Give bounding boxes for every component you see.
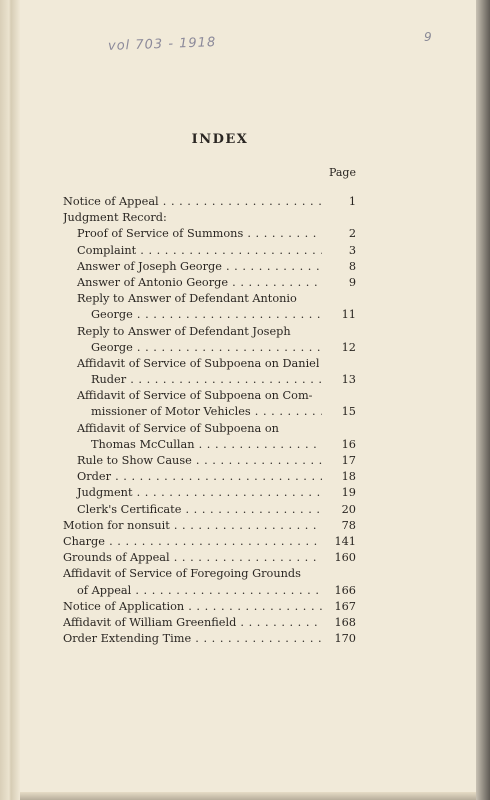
- index-entry: [63, 534, 356, 550]
- index-entry: [63, 502, 356, 518]
- index-entry: [63, 372, 356, 388]
- entry-text: Clerk's Certificate . . .: [63, 502, 322, 518]
- page-edge-shadow: [476, 0, 490, 800]
- entry-text: Answer of Joseph George . . .: [63, 259, 322, 275]
- entry-text: Affidavit of Service of Foregoing Grounds: [63, 567, 301, 581]
- entry-text: Reply to Answer of Defendant Joseph: [77, 324, 291, 338]
- index-entry: [63, 404, 356, 420]
- entry-text: Judgment . . .: [63, 485, 322, 501]
- index-entry: [63, 226, 356, 242]
- entry-text: missioner of Motor Vehicles . . .: [63, 404, 322, 420]
- entry-page: 1: [322, 194, 356, 210]
- entry-page: 8: [322, 259, 356, 275]
- entry-page: 13: [322, 372, 356, 388]
- entry-page: 15: [322, 404, 356, 420]
- index-entry: [63, 485, 356, 501]
- entry-text: Affidavit of Service of Subpoena on Daniel: [77, 356, 320, 370]
- index-list: [63, 194, 356, 647]
- entry-text: Proof of Service of Summons . . .: [63, 226, 322, 242]
- entry-page: 18: [322, 469, 356, 485]
- entry-page: 167: [322, 599, 356, 615]
- entry-page: 170: [322, 631, 356, 647]
- entry-text: Thomas McCullan . . .: [63, 437, 322, 453]
- entry-text: Notice of Application . . .: [63, 599, 322, 615]
- entry-text: Charge . . .: [63, 534, 322, 550]
- entry-text: Rule to Show Cause . . .: [63, 453, 322, 469]
- entry-page: 16: [322, 437, 356, 453]
- index-entry: [63, 324, 356, 340]
- index-entry: [63, 259, 356, 275]
- index-entry: [63, 210, 356, 226]
- entry-text: Judgment Record:: [63, 211, 167, 225]
- entry-page: 141: [322, 534, 356, 550]
- index-entry: [63, 307, 356, 323]
- page-column-header: Page: [328, 166, 356, 179]
- entry-text: Affidavit of Service of Subpoena on Com-: [77, 389, 313, 403]
- index-entry: [63, 356, 356, 372]
- index-title: INDEX: [191, 132, 249, 147]
- entry-text: George . . .: [63, 307, 322, 323]
- index-entry: [63, 550, 356, 566]
- entry-page: 78: [322, 518, 356, 534]
- entry-page: 12: [322, 340, 356, 356]
- entry-text: Notice of Appeal . . .: [63, 194, 322, 210]
- entry-text: Affidavit of William Greenfield . . .: [63, 615, 322, 631]
- entry-page: 168: [322, 615, 356, 631]
- entry-text: Answer of Antonio George . . .: [63, 275, 322, 291]
- index-entry: [63, 469, 356, 485]
- entry-text: Motion for nonsuit . . .: [63, 518, 322, 534]
- entry-text: Order Extending Time . . .: [63, 631, 322, 647]
- entry-page: 2: [322, 226, 356, 242]
- entry-text: Complaint . . .: [63, 243, 322, 259]
- index-entry: [63, 583, 356, 599]
- index-entry: [63, 194, 356, 210]
- entry-page: 3: [322, 243, 356, 259]
- entry-page: 17: [322, 453, 356, 469]
- index-entry: [63, 340, 356, 356]
- entry-page: 20: [322, 502, 356, 518]
- index-entry: [63, 243, 356, 259]
- entry-page: 166: [322, 583, 356, 599]
- index-entry: [63, 437, 356, 453]
- entry-text: Order . . .: [63, 469, 322, 485]
- index-entry: [63, 388, 356, 404]
- index-entry: [63, 421, 356, 437]
- index-entry: [63, 599, 356, 615]
- index-entry: [63, 566, 356, 582]
- index-entry: [63, 291, 356, 307]
- page-bottom-edge: [20, 792, 476, 800]
- entry-text: of Appeal . . .: [63, 583, 322, 599]
- entry-text: Ruder . . .: [63, 372, 322, 388]
- index-entry: [63, 275, 356, 291]
- entry-text: George . . .: [63, 340, 322, 356]
- index-entry: [63, 631, 356, 647]
- handwritten-sheet-number: 9: [424, 30, 432, 44]
- entry-page: 11: [322, 307, 356, 323]
- entry-page: 160: [322, 550, 356, 566]
- index-entry: [63, 615, 356, 631]
- index-entry: [63, 453, 356, 469]
- entry-text: Affidavit of Service of Subpoena on: [77, 421, 279, 435]
- index-entry: [63, 518, 356, 534]
- handwritten-annotation: vol 703 - 1918: [107, 35, 217, 54]
- entry-page: 19: [322, 485, 356, 501]
- book-spine: [0, 0, 20, 800]
- entry-text: Reply to Answer of Defendant Antonio: [77, 292, 297, 306]
- entry-page: 9: [322, 275, 356, 291]
- entry-text: Grounds of Appeal . . .: [63, 550, 322, 566]
